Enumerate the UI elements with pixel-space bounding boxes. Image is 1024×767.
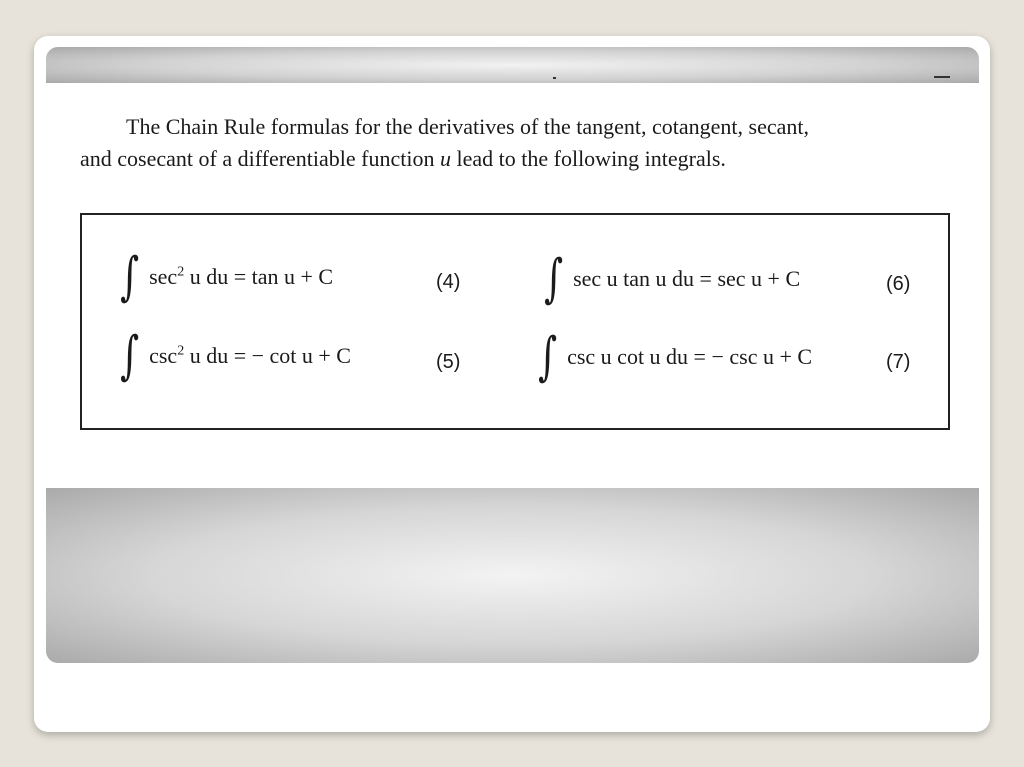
integral-sign: ∫ <box>120 247 140 307</box>
integral-sign: ∫ <box>120 326 140 386</box>
equation-number-6: (6) <box>886 273 911 295</box>
formula-6 <box>540 249 801 309</box>
formula-7-expression: csc u cot u du = − csc u + C <box>567 344 813 369</box>
formula-6-expression: sec u tan u du = sec u + C <box>573 266 801 291</box>
equation-number-7: (7) <box>886 351 911 373</box>
intro-line-2-start: and cosecant of a differentiable function <box>80 146 440 171</box>
formula-4 <box>116 247 334 307</box>
formula-7 <box>534 327 813 387</box>
bottom-gradient-band <box>46 488 979 663</box>
formula-4-power: 2 <box>177 264 185 280</box>
integral-sign: ∫ <box>538 327 558 387</box>
scan-artifact <box>553 77 556 79</box>
formula-5-expression <box>149 343 351 369</box>
formula-4-rest: u du = tan u + C <box>184 264 334 289</box>
intro-line-2-end: lead to the following integrals. <box>451 146 726 171</box>
top-gradient-band <box>46 47 979 83</box>
slide <box>34 36 990 732</box>
intro-line-2 <box>80 143 960 175</box>
intro-paragraph <box>80 111 960 175</box>
formula-box <box>80 213 950 430</box>
formula-5 <box>116 326 351 386</box>
scan-artifact <box>934 76 950 78</box>
equation-number-4: (4) <box>436 271 461 293</box>
formula-5-rest: u du = − cot u + C <box>184 343 351 368</box>
formula-5-func: csc <box>149 343 178 368</box>
equation-number-5: (5) <box>436 351 461 373</box>
integral-sign: ∫ <box>544 249 564 309</box>
formula-5-power: 2 <box>177 343 185 359</box>
intro-line-1: The Chain Rule formulas for the derivatives of the tangent, cotangent, secant, <box>126 114 809 139</box>
formula-4-func: sec <box>149 264 178 289</box>
formula-4-expression <box>149 264 333 290</box>
variable-u: u <box>440 146 451 171</box>
